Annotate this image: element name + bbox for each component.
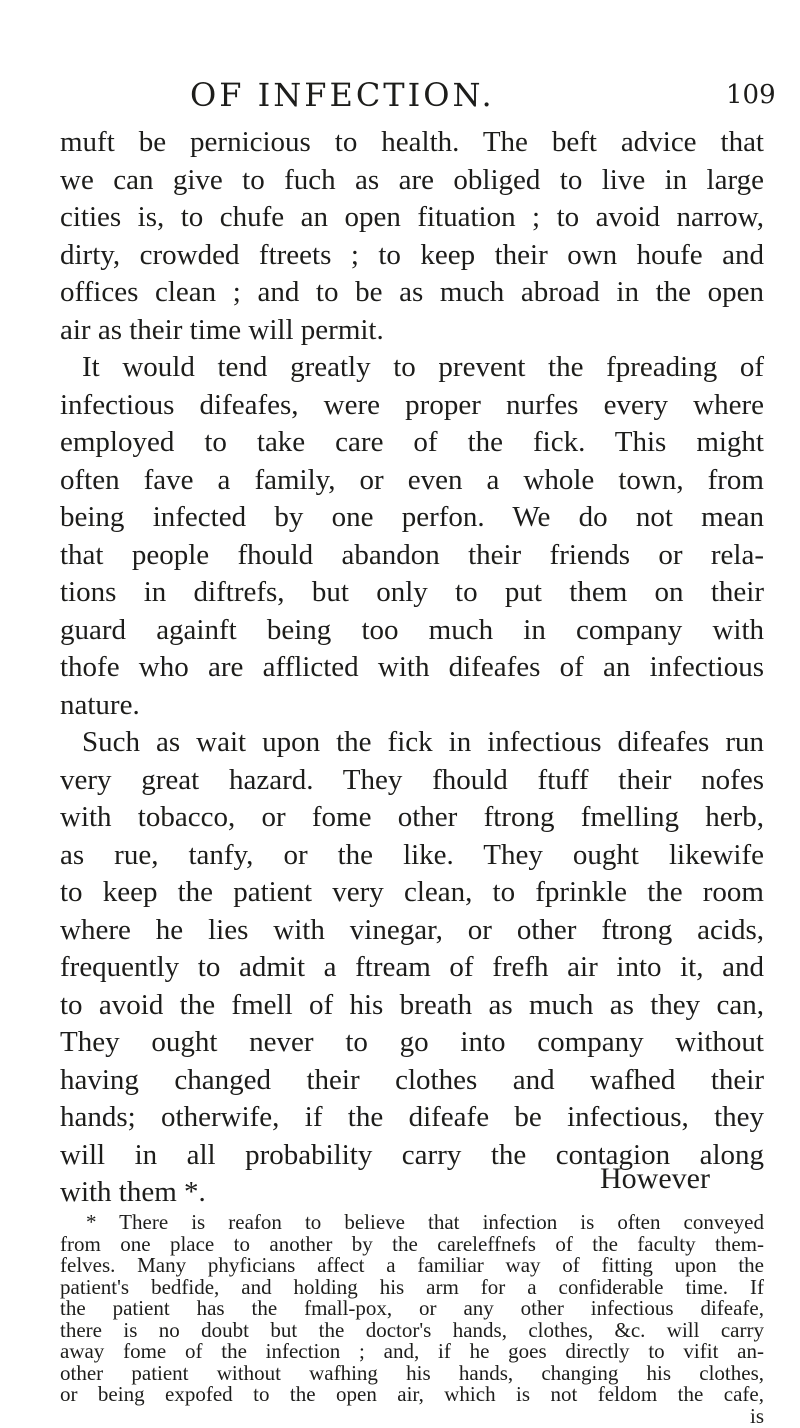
body-line: tions in diftrefs, but only to put them on their (60, 576, 764, 608)
body-line: very great hazard. They fhould ftuff their nofes (60, 763, 764, 796)
footnote-line: other patient without wafhing his hands, changing his clothes, (60, 1360, 764, 1385)
footnote-line: the patient has the fmall-pox, or any other infectious difeafe, (60, 1296, 764, 1320)
body-text (60, 124, 764, 1212)
footnote-line: away fome of the infection ; and, if he goes directly to vifit an- (60, 1339, 764, 1363)
catchword: However (600, 1162, 710, 1195)
body-line: as rue, tanfy, or the like. They ought likewife (60, 838, 764, 871)
body-line: to keep the patient very clean, to fprinkle the room (60, 876, 764, 908)
footnote-line: from one place to another by the careleffnefs of the faculty them- (60, 1231, 764, 1256)
body-line: guard againft being too much in company with (60, 613, 764, 646)
body-line: Such as wait upon the fick in infectious difeafes run (82, 726, 764, 758)
body-line: with tobacco, or fome other ftrong fmelling herb, (60, 801, 764, 833)
body-line: having changed their clothes and wafhed their (60, 1063, 764, 1096)
body-line: where he lies with vinegar, or other ftrong acids, (60, 913, 764, 946)
page-number: 109 (726, 80, 776, 110)
footnote-catchword: is (749, 1403, 764, 1428)
body-line: nature. (60, 688, 140, 721)
body-line: will in all probability carry the contagion along (60, 1138, 764, 1171)
footnote-line: there is no doubt but the doctor's hands, clothes, &c. will carry (60, 1317, 764, 1342)
footnote-line: * There is reafon to believe that infection is often conveyed (86, 1210, 764, 1234)
footnote (60, 1212, 764, 1427)
footnote-line: patient's bedfide, and holding his arm for a confiderable time. If (60, 1274, 764, 1299)
body-line: we can give to fuch as are obliged to live in large (60, 163, 764, 196)
body-line: infectious difeafes, were proper nurfes every where (60, 388, 764, 421)
body-line: muft be pernicious to health. The beft advice that (60, 126, 764, 158)
body-line: with them *. (60, 1176, 206, 1208)
body-line: frequently to admit a ftream of frefh air into it, and (60, 951, 764, 983)
body-line: employed to take care of the fick. This might (60, 426, 764, 458)
body-line: dirty, crowded ftreets ; to keep their own houfe and (60, 238, 764, 271)
footnote-line: or being expofed to the open air, which is not feldom the cafe, (60, 1382, 764, 1406)
body-line: hands; otherwife, if the difeafe be infectious, they (60, 1101, 764, 1133)
footnote-line: felves. Many phyficians affect a familiar way of fitting upon the (60, 1253, 764, 1277)
body-line: being infected by one perfon. We do not mean (60, 501, 764, 533)
body-line: offices clean ; and to be as much abroad in the open (60, 276, 764, 308)
body-line: often fave a family, or even a whole town, from (60, 463, 764, 496)
running-head-title: OF INFECTION. (190, 76, 495, 114)
body-line: It would tend greatly to prevent the fpreading of (82, 351, 764, 383)
body-line: that people fhould abandon their friends or rela- (60, 538, 764, 571)
body-line: thofe who are afflicted with difeafes of an infectious (60, 651, 764, 683)
body-line: They ought never to go into company without (60, 1026, 764, 1058)
body-line: cities is, to chufe an open fituation ; to avoid narrow, (60, 201, 764, 233)
body-line: air as their time will permit. (60, 313, 384, 346)
body-line: to avoid the fmell of his breath as much as they can, (60, 988, 764, 1021)
